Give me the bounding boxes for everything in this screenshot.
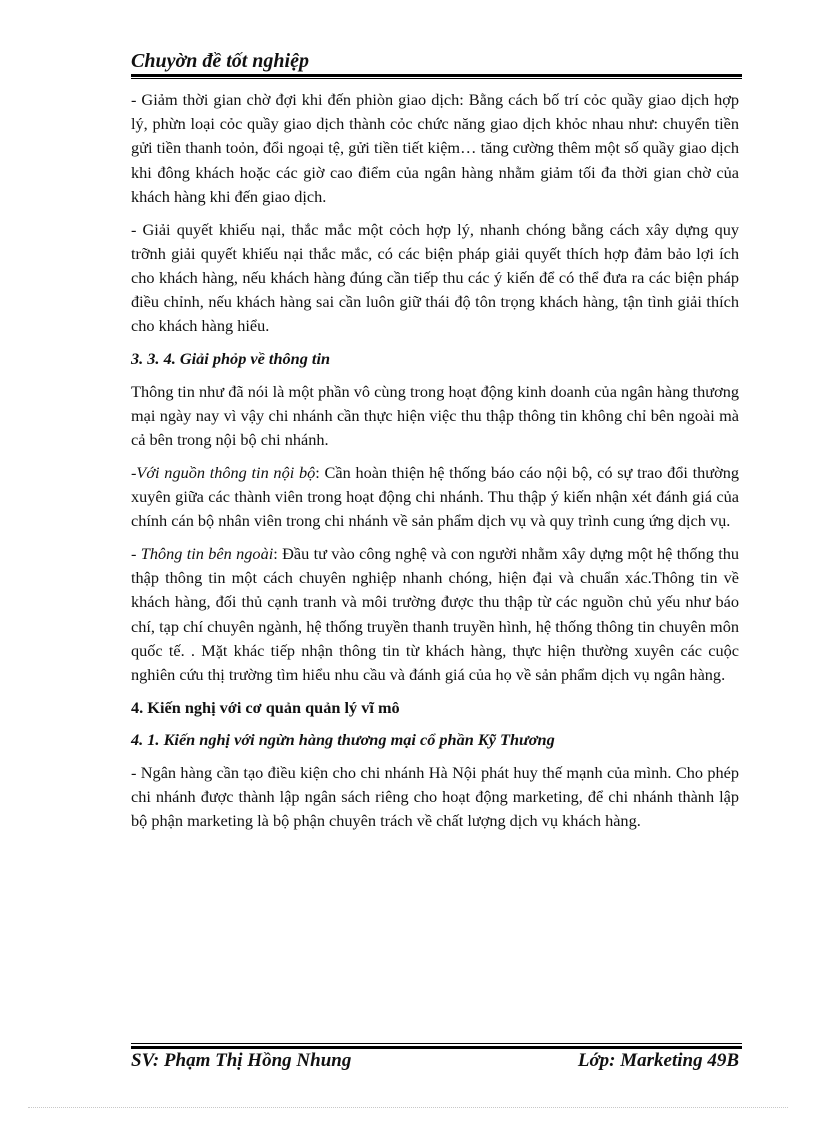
footer-class-name: Lớp: Marketing 49B <box>577 1050 739 1071</box>
header-rule-thin <box>131 78 742 79</box>
external-info-label: - Thông tin bên ngoài <box>131 543 274 563</box>
footer-rule-thick <box>131 1046 742 1049</box>
page-bottom-divider <box>28 1107 788 1108</box>
page-header-title: Chuyờn đề tốt nghiệp <box>131 50 309 72</box>
paragraph-information-intro: Thông tin như đã nói là một phần vô cùng trong hoạt động kinh doanh của ngân hàng thương mại ngày nay vì vậy chi nhánh cần thực hiện việc thu thập thông tin không chỉ bên ngoài mà cả bên trong nội bộ chi nhánh. <box>131 381 739 450</box>
paragraph-complaints: - Giải quyết khiếu nại, thắc mắc một cỏch hợp lý, nhanh chóng bằng cách xây dựng quy trỡnh giải quyết khiếu nại thắc mắc, có các biện pháp giải quyết thích hợp đảm bảo lợi ích cho khách hàng, nếu khách hàng đúng cần tiếp thu các ý kiến để có thể đưa ra các biện pháp điều chỉnh, nếu khách hàng sai cần luôn giữ thái độ tôn trọng khách hàng, tận tình giải thích cho khách hàng hiểu. <box>131 219 739 336</box>
footer-student-name: SV: Phạm Thị Hồng Nhung <box>131 1050 352 1071</box>
footer-rule-thin <box>131 1043 742 1044</box>
paragraph-external-info <box>131 542 739 687</box>
subsection-heading-bank: 4. 1. Kiến nghị với ngừn hàng thương mại cổ phần Kỹ Thương <box>131 730 555 750</box>
paragraph-waiting-time: - Giảm thời gian chờ đợi khi đến phiòn giao dịch: Bằng cách bố trí cỏc quầy giao dịch hợp lý, phừn loại cỏc quầy giao dịch thành cỏc chức năng giao dịch khỏc nhau như: chuyển tiền gửi tiền thanh toỏn, đổi ngoại tệ, gửi tiền tiết kiệm… tăng cường thêm một số quầy giao dịch khi đông khách hoặc các giờ cao điểm của ngân hàng nhằm giảm tối đa thời gian chờ của khách hàng khi đến giao dịch. <box>131 90 739 206</box>
section-heading-recommendations: 4. Kiến nghị với cơ quản quản lý vĩ mô <box>131 697 400 717</box>
internal-info-label: -Với nguồn thông tin nội bộ <box>131 462 316 482</box>
header-rule-thick <box>131 74 742 77</box>
document-body <box>131 88 739 842</box>
paragraph-internal-info <box>131 461 739 534</box>
internal-info-text: : Cần hoàn thiện hệ thống báo cáo nội bộ, có sự trao đổi thường xuyên giữa các thành viên trong hoạt động chi nhánh. Thu thập ý kiến nhận xét đánh giá của chính cán bộ nhân viên trong chi nhánh về sản phẩm dịch vụ và quy trình cung ứng dịch vụ. <box>131 462 740 531</box>
paragraph-bank-recommendation: - Ngân hàng cần tạo điều kiện cho chi nhánh Hà Nội phát huy thế mạnh của mình. Cho phép chi nhánh được thành lập ngân sách riêng cho hoạt động marketing, để chi nhánh thành lập bộ phận marketing là bộ phận chuyên trách về chất lượng dịch vụ khách hàng. <box>131 763 739 831</box>
section-heading-information: 3. 3. 4. Giải phỏp về thông tin <box>131 349 331 369</box>
external-info-text: : Đầu tư vào công nghệ và con người nhằm xây dựng một hệ thống thu thập thông tin một cách chuyên nghiệp nhanh chóng, hiện đại và chuẩn xác.Thông tin về khách hàng, đối thủ cạnh tranh và môi trường được thu thập từ các nguồn chủ yếu như báo chí, tạp chí chuyên ngành, hệ thống truyền thanh truyền hình, hệ thống thông tin chuyên môn quốc tế. . Mặt khác tiếp nhận thông tin từ khách hàng, thực hiện thường xuyên các cuộc nghiên cứu thị trường tìm hiểu nhu cầu và đánh giá của họ về sản phẩm dịch vụ ngân hàng. <box>131 543 739 684</box>
